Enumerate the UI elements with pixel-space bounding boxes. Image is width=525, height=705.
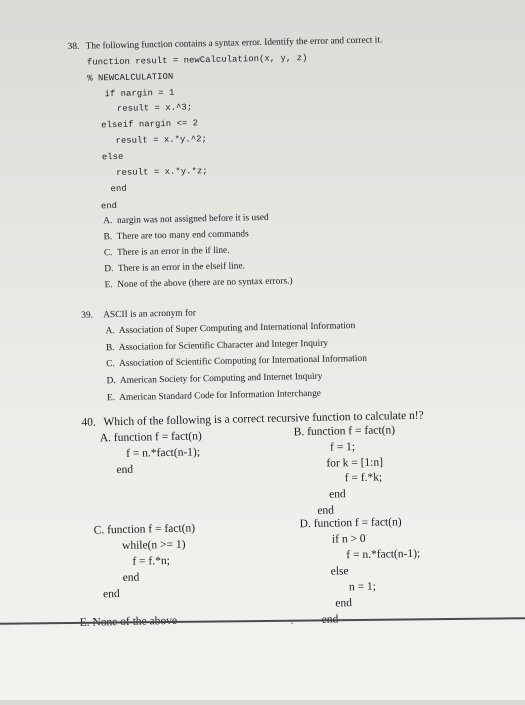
code-line: end xyxy=(317,504,335,517)
option-c: C. Association of Scientific Computing for International Information xyxy=(106,353,367,370)
code-line: result = x.*y.^2; xyxy=(115,134,208,147)
code-line: end xyxy=(122,571,140,584)
option-e: E. American Standard Code for Information Interchange xyxy=(106,388,322,404)
code-line: end xyxy=(102,588,120,601)
question-number: 40. xyxy=(81,416,96,429)
code-line: while(n >= 1) xyxy=(121,538,186,552)
question-prompt: The following function contains a syntax error. Identify the error and correct it. xyxy=(85,35,383,52)
question-prompt: Which of the following is a correct recursive function to calculate n!? xyxy=(103,409,424,429)
question-prompt: ASCII is an acronym for xyxy=(103,308,197,321)
option-d: D. There is an error in the elseif line. xyxy=(104,261,246,275)
code-line: end xyxy=(116,463,134,477)
option-b: B. There are too many end commands xyxy=(103,229,249,243)
code-line: else xyxy=(101,151,124,163)
code-line: f = 1; xyxy=(329,441,356,454)
code-line: result = x.^3; xyxy=(116,102,193,114)
code-line: C. function f = fact(n) xyxy=(93,522,196,537)
code-line: f = n.*fact(n-1); xyxy=(346,547,421,562)
code-line: end xyxy=(335,597,353,610)
option-b: B. Association for Scientific Character and Integer Inquiry xyxy=(105,338,329,354)
question-38 xyxy=(0,0,518,291)
question-number: 38. xyxy=(67,41,80,53)
option-e: E. None of the above (there are no syntax errors.) xyxy=(104,276,293,291)
code-line: end xyxy=(100,201,118,212)
code-line: B. function f = fact(n) xyxy=(293,424,396,439)
code-line: end xyxy=(328,488,346,501)
code-line: if n > 0 xyxy=(331,532,366,546)
code-line: % NEWCALCULATION xyxy=(87,71,174,84)
code-line: f = n.*fact(n-1); xyxy=(126,446,201,460)
question-number: 39. xyxy=(81,310,94,321)
option-c: C. There is an error in the if line. xyxy=(103,245,230,259)
option-a: A. Association of Super Computing and International Information xyxy=(105,321,356,337)
code-line: else xyxy=(330,565,349,578)
code-line: elseif nargin <= 2 xyxy=(101,118,199,131)
code-line: function result = newCalculation(x, y, z) xyxy=(86,52,308,68)
code-line: D. function f = fact(n) xyxy=(299,516,402,531)
code-line: if nargin = 1 xyxy=(104,87,175,100)
option-d: D. American Society for Computing and Internet Inquiry xyxy=(106,371,323,387)
code-line: for k = [1:n] xyxy=(326,456,384,470)
code-line: n = 1; xyxy=(348,580,377,594)
code-line: A. function f = fact(n) xyxy=(99,430,202,445)
code-line: end xyxy=(110,183,127,195)
code-line: result = x.*y.*z; xyxy=(116,166,208,179)
code-line: f = f.*k; xyxy=(344,471,383,485)
code-line: f = f.*n; xyxy=(132,554,170,568)
option-a: A. nargin was not assigned before it is used xyxy=(103,212,269,227)
